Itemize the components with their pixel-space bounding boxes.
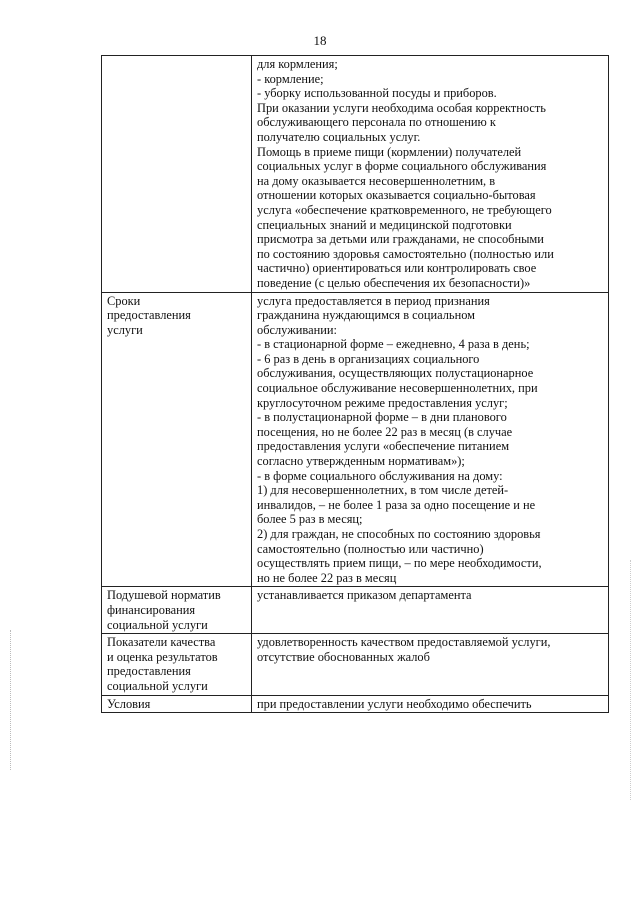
label-line: социальной услуги xyxy=(107,678,208,693)
text-line: частично) ориентироваться или контролировать свое xyxy=(257,261,537,276)
service-table xyxy=(101,55,609,713)
text-line: получателю социальных услуг. xyxy=(257,129,421,144)
text-line: социальных услуг в форме социального обслуживания xyxy=(257,159,547,174)
text-line: - 6 раз в день в организациях социального xyxy=(257,351,480,366)
row-label-cell xyxy=(102,695,252,713)
table-row xyxy=(102,634,609,695)
text-line: отношении которых оказывается социально-бытовая xyxy=(257,188,536,203)
label-line: предоставления xyxy=(107,664,191,679)
table-row xyxy=(102,292,609,587)
text-line: более 5 раз в месяц; xyxy=(257,512,363,527)
label-line: Подушевой норматив xyxy=(107,588,221,603)
label-line: социальной услуги xyxy=(107,617,208,632)
text-line: Помощь в приеме пищи (кормлении) получателей xyxy=(257,144,522,159)
row-text-cell xyxy=(252,292,609,587)
text-line: устанавливается приказом департамента xyxy=(257,588,472,603)
row-text-cell xyxy=(252,587,609,634)
table-row xyxy=(102,587,609,634)
label-line: услуги xyxy=(107,322,143,337)
text-line: для кормления; xyxy=(257,57,338,71)
row-text-cell xyxy=(252,634,609,695)
text-line: 1) для несовершеннолетних, в том числе детей- xyxy=(257,483,509,498)
text-line: обслуживающего персонала по отношению к xyxy=(257,115,496,130)
text-line: - уборку использованной посуды и приборов. xyxy=(257,86,497,101)
text-line: - в стационарной форме – ежедневно, 4 раза в день; xyxy=(257,337,530,352)
text-line: услуга предоставляется в период признания xyxy=(257,293,490,308)
text-line: специальных знаний и медицинской подготовки xyxy=(257,217,512,232)
row-text-cell xyxy=(252,695,609,713)
text-line: поведение (с целью обеспечения их безопасности)» xyxy=(257,275,531,290)
row-label-cell xyxy=(102,634,252,695)
label-line: Условия xyxy=(107,696,151,711)
page-number: 18 xyxy=(313,33,327,48)
row-text-cell xyxy=(252,56,609,293)
text-line: посещения, но не более 22 раз в месяц (в случае xyxy=(257,424,513,439)
label-line: Сроки xyxy=(107,293,141,308)
label-line: предоставления xyxy=(107,308,191,323)
text-line: отсутствие обоснованных жалоб xyxy=(257,649,430,664)
text-line: гражданина нуждающимся в социальном xyxy=(257,308,476,323)
table-row xyxy=(102,56,609,293)
text-line: - кормление; xyxy=(257,71,324,86)
label-line: и оценка результатов xyxy=(107,649,218,664)
row-label-cell xyxy=(102,292,252,587)
table-row xyxy=(102,695,609,713)
label-line: Показатели качества xyxy=(107,635,216,650)
text-line: самостоятельно (полностью или частично) xyxy=(257,541,484,556)
text-line: осуществлять прием пищи, – по мере необходимости, xyxy=(257,556,542,571)
table-body xyxy=(102,56,609,713)
text-line: социальное обслуживание несовершеннолетних, при xyxy=(257,381,538,396)
text-line: по состоянию здоровья самостоятельно (полностью или xyxy=(257,246,554,261)
text-line: 2) для граждан, не способных по состоянию здоровья xyxy=(257,527,541,541)
text-line: но не более 22 раз в месяц xyxy=(257,570,397,585)
text-line: круглосуточном режиме предоставления услуг; xyxy=(257,395,508,410)
scan-margin-mark-right xyxy=(630,560,632,800)
text-line: согласно утвержденным нормативам»); xyxy=(257,454,465,469)
text-line: услуга «обеспечение кратковременного, не требующего xyxy=(257,202,552,217)
text-line: При оказании услуги необходима особая корректность xyxy=(257,100,546,115)
text-line: - в форме социального обслуживания на дому: xyxy=(257,468,503,483)
label-line: финансирования xyxy=(107,602,196,617)
text-line: обслуживания, осуществляющих полустационарное xyxy=(257,366,534,381)
text-line: - в полустационарной форме – в дни планового xyxy=(257,410,507,425)
text-line: присмотра за детьми или гражданами, не способными xyxy=(257,232,544,247)
text-line: удовлетворенность качеством предоставляемой услуги, xyxy=(257,635,551,650)
row-label-cell xyxy=(102,56,252,293)
row-label-cell xyxy=(102,587,252,634)
text-line: предоставления услуги «обеспечение питанием xyxy=(257,439,510,454)
scan-margin-mark xyxy=(10,630,12,770)
text-line: обслуживании: xyxy=(257,322,337,337)
text-line: при предоставлении услуги необходимо обеспечить xyxy=(257,696,532,711)
text-line: на дому оказывается несовершеннолетним, в xyxy=(257,173,496,188)
text-line: инвалидов, – не более 1 раза за одно посещение и не xyxy=(257,497,536,512)
